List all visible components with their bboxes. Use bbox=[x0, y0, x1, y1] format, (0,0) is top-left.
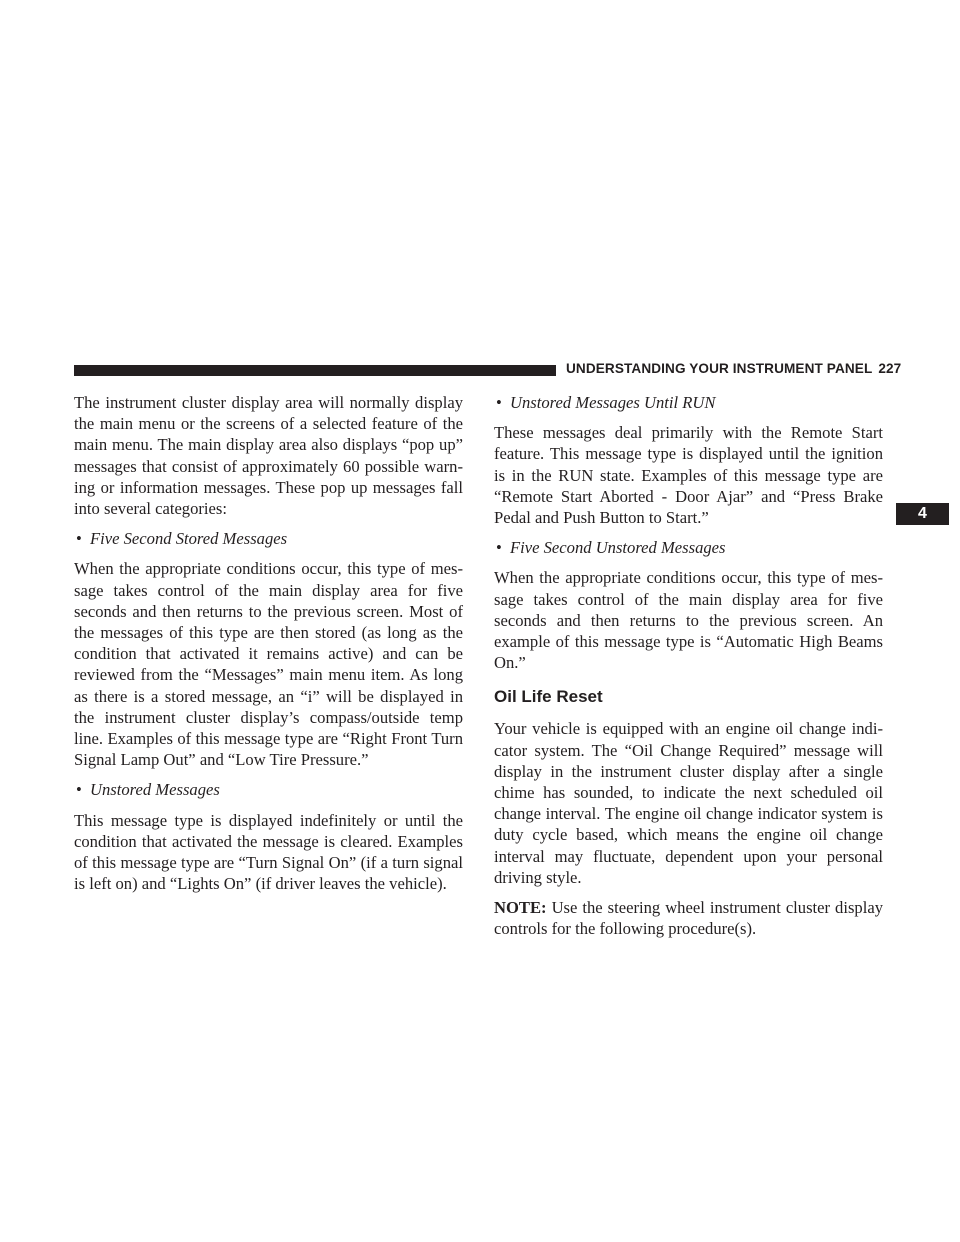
bullet-icon: • bbox=[76, 780, 82, 800]
note-paragraph bbox=[494, 897, 883, 939]
bullet-label: Five Second Unstored Messages bbox=[510, 538, 726, 558]
bullet-item bbox=[74, 528, 463, 549]
body-paragraph: This message type is displayed indefinitely or until the condition that activated the message is cleared. Examples of this message type are “Turn Signal On” (if a turn signal is left on) and “Lights On” (if driver leaves the vehicle). bbox=[74, 810, 463, 894]
intro-paragraph: The instrument cluster display area will normally display the main menu or the screens of a selected feature of the main menu. The main display area also displays “pop up” messages that consist of approximately 60 possible warn-ing or information messages. These pop up messages fall into several categories: bbox=[74, 393, 463, 519]
bullet-icon: • bbox=[76, 529, 82, 549]
bullet-label: Unstored Messages bbox=[90, 780, 220, 800]
note-label: NOTE: bbox=[494, 898, 547, 918]
section-title: UNDERSTANDING YOUR INSTRUMENT PANEL bbox=[566, 361, 873, 376]
note-text: Use the steering wheel instrument cluster display controls for the following procedure(s). bbox=[494, 898, 883, 939]
running-header bbox=[566, 361, 901, 376]
bullet-item bbox=[494, 392, 883, 413]
section-heading: Oil Life Reset bbox=[494, 687, 603, 707]
chapter-tab[interactable]: 4 bbox=[896, 503, 949, 525]
bullet-icon: • bbox=[496, 393, 502, 412]
bullet-label: Five Second Stored Messages bbox=[90, 529, 288, 549]
right-column bbox=[494, 392, 883, 948]
page-number: 227 bbox=[878, 361, 902, 376]
bullet-item bbox=[74, 779, 463, 800]
bullet-item bbox=[494, 537, 883, 558]
body-paragraph: These messages deal primarily with the Remote Start feature. This message type is displayed until the ignition is in the RUN state. Examples of this message type are “Remote Start Aborted - Door Ajar” and “Press Brake Pedal and Push Button to Start.” bbox=[494, 423, 883, 528]
body-paragraph: Your vehicle is equipped with an engine oil change indi-cator system. The “Oil Change Required” message will display in the instrument cluster display after a single chime has sounded, to indicate the next scheduled oil change interval. The engine oil change indicator system is duty cycle based, which means the engine oil change interval may fluctuate, dependent upon your personal driving style. bbox=[494, 719, 883, 887]
body-paragraph: When the appropriate conditions occur, this type of mes-sage takes control of the main display area for five seconds and then returns to the previous screen. An example of this message type is “Automatic High Beams On.” bbox=[494, 568, 883, 673]
left-column bbox=[74, 392, 463, 903]
bullet-icon: • bbox=[496, 538, 502, 558]
bullet-label: Unstored Messages Until RUN bbox=[510, 393, 716, 412]
body-paragraph: When the appropriate conditions occur, this type of mes-sage takes control of the main display area for five seconds and then returns to the previous screen. Most of the messages of this type are then stored (as long as the condition that activated it remains active) and can be reviewed from the “Messages” main menu item. As long as there is a stored message, an “i” will be displayed in the instrument cluster display’s compass/outside temp line. Examples of this message type are “Right Front Turn Signal Lamp Out” and “Low Tire Pressure.” bbox=[74, 559, 463, 770]
header-rule bbox=[74, 365, 556, 376]
